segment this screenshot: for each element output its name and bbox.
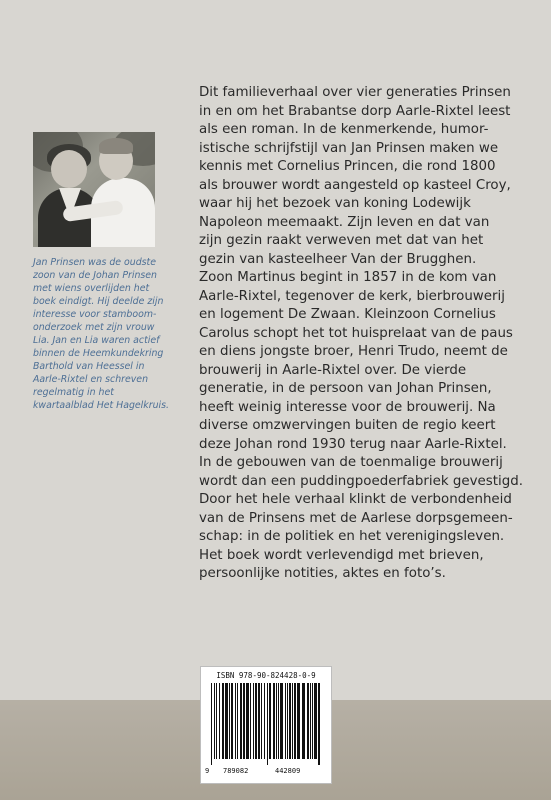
barcode-bar xyxy=(312,683,313,759)
blurb-line: Dit familieverhaal over vier generaties Prinsen xyxy=(199,85,511,100)
barcode-bar xyxy=(250,683,251,759)
barcode-bar xyxy=(255,683,257,759)
barcode-bar xyxy=(314,683,317,759)
barcode-bar xyxy=(240,683,242,759)
barcode-bar xyxy=(297,683,300,759)
barcode-digit-group-1: 789082 xyxy=(223,767,249,775)
blurb-line: generatie, in de persoon van Johan Prinsen, xyxy=(199,381,492,396)
barcode-digit-group-2: 442809 xyxy=(275,767,301,775)
barcode-bar xyxy=(287,683,288,759)
blurb-line: schap: in de politiek en het verenigingsleven. xyxy=(199,529,505,544)
barcode-bar xyxy=(269,683,271,759)
barcode-bar xyxy=(222,683,224,759)
barcode-bar xyxy=(302,683,305,759)
barcode-bar xyxy=(216,683,217,759)
barcode-bar xyxy=(219,683,220,759)
barcode-bar xyxy=(229,683,230,759)
blurb-line: brouwerij in Aarle-Rixtel over. De vierde xyxy=(199,362,467,378)
blurb-line: Napoleon meemaakt. Zijn leven en dat van xyxy=(199,214,490,230)
barcode-bar xyxy=(264,683,265,759)
isbn-label: ISBN 978-90-824428-0-9 xyxy=(216,671,316,680)
blurb-line: persoonlijke notities, aktes en foto’s. xyxy=(199,566,446,581)
barcode-bar xyxy=(289,683,291,759)
barcode-bar xyxy=(278,683,279,759)
blurb-line: waar hij het bezoek van koning Lodewijk xyxy=(199,196,471,211)
blurb-line: istische schrijfstijl van Jan Prinsen maken we xyxy=(199,140,499,156)
blurb-line: diverse omzwervingen buiten de regio keert xyxy=(199,418,496,433)
barcode-bar xyxy=(276,683,277,759)
barcode-bar xyxy=(307,683,309,759)
blurb-line: deze Johan rond 1930 terug naar Aarle-Rixtel. xyxy=(199,436,507,452)
barcode-bar xyxy=(261,683,262,759)
blurb-line: als een roman. In de kenmerkende, humor- xyxy=(199,122,489,137)
barcode-bar xyxy=(243,683,245,759)
barcode-bar xyxy=(280,683,283,759)
blurb-text xyxy=(199,84,531,584)
barcode-bar xyxy=(211,683,212,765)
barcode-bar xyxy=(294,683,296,759)
barcode-bar xyxy=(318,683,320,765)
blurb-line: en diens jongste broer, Henri Trudo, neemt de xyxy=(199,344,508,359)
author-photo xyxy=(33,132,155,247)
blurb-line: gezin van kasteelheer Van der Brugghen. xyxy=(199,251,477,267)
blurb-line: Zoon Martinus begint in 1857 in de kom van xyxy=(199,270,497,285)
blurb-line: als brouwer wordt aangesteld op kasteel Croy, xyxy=(199,177,511,193)
barcode-bar xyxy=(273,683,275,759)
barcode-bar xyxy=(253,683,254,759)
barcode-bar xyxy=(225,683,228,759)
barcode-bar xyxy=(214,683,215,759)
barcode xyxy=(200,666,332,784)
barcode-digit-first: 9 xyxy=(205,767,210,775)
blurb-line: heeft weinig interesse voor de brouwerij. Na xyxy=(199,399,496,415)
blurb-line: wordt dan een puddingpoederfabriek gevestigd. xyxy=(199,473,523,489)
blurb-line: Carolus schopt het tot huisprelaat van de paus xyxy=(199,325,513,341)
blurb-line: In de gebouwen van de toenmalige brouwerij xyxy=(199,455,503,470)
blurb-line: Door het hele verhaal klinkt de verbondenheid xyxy=(199,492,512,507)
blurb-line: van de Prinsens met de Aarlese dorpsgemeen- xyxy=(199,510,513,526)
barcode-bar xyxy=(237,683,238,759)
blurb-line: Aarle-Rixtel, tegenover de kerk, bierbrouwerij xyxy=(199,288,505,304)
photo-caption: Jan Prinsen was de oudste zoon van de Johan Prinsen met wiens overlijden het boek eindigt. Hij deelde zijn interesse voor stamboom-onderzoek met zijn vrouw Lia. Jan en Lia waren actief binnen de Heemkundekring Barthold van Heessel in Aarle-Rixtel en schreven regelmatig in het kwartaalblad Het Hagelkruis. xyxy=(33,257,169,411)
blurb-line: in en om het Brabantse dorp Aarle-Rixtel leest xyxy=(199,103,511,119)
barcode-bar xyxy=(267,683,268,765)
photo-person-right-hair xyxy=(99,138,133,154)
blurb-line: zijn gezin raakt verweven met dat van het xyxy=(199,233,484,248)
barcode-bar xyxy=(292,683,293,759)
photo-person-left-face xyxy=(51,150,87,188)
barcode-bar xyxy=(258,683,260,759)
barcode-bar xyxy=(235,683,236,759)
barcode-bars xyxy=(209,683,323,765)
blurb-line: en logement De Zwaan. Kleinzoon Cornelius xyxy=(199,307,496,322)
barcode-bar xyxy=(285,683,286,759)
barcode-bar xyxy=(246,683,249,759)
barcode-bar xyxy=(231,683,233,759)
blurb-line: Het boek wordt verlevendigd met brieven, xyxy=(199,547,484,563)
blurb-line: kennis met Cornelius Princen, die rond 1800 xyxy=(199,159,496,174)
barcode-bar xyxy=(310,683,311,759)
